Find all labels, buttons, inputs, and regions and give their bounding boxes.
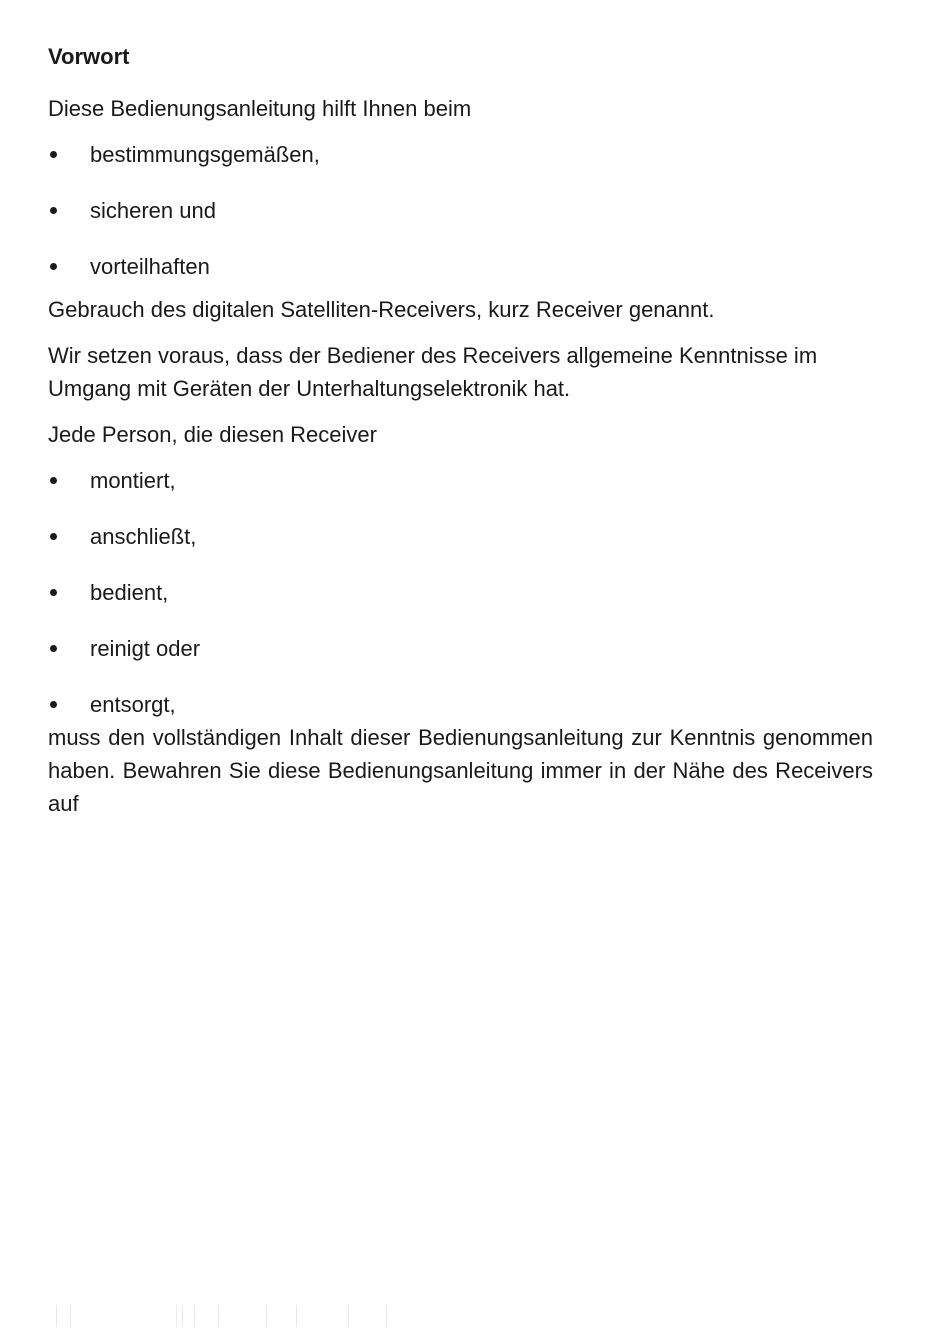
- list-item: [48, 688, 873, 721]
- list-item: [48, 464, 873, 497]
- bullet-icon: [50, 477, 57, 484]
- closing-paragraph: muss den vollständigen Inhalt dieser Bedienungsanleitung zur Kenntnis genommen haben. Bewahren Sie diese Bedienungsanleitung immer in der Nähe des Receivers auf: [48, 725, 873, 816]
- usage-paragraph: Gebrauch des digitalen Satelliten-Receivers, kurz Receiver genannt.: [48, 297, 715, 322]
- section-heading: Vorwort: [48, 44, 130, 69]
- activity-list: [48, 464, 873, 721]
- bullet-icon: [50, 701, 57, 708]
- footer-artifact: [48, 1305, 448, 1327]
- list-item-text: anschließt,: [90, 524, 197, 549]
- bullet-icon: [50, 151, 57, 158]
- list-item-text: montiert,: [90, 468, 176, 493]
- bullet-icon: [50, 589, 57, 596]
- list-item: [48, 138, 873, 171]
- person-paragraph: Jede Person, die diesen Receiver: [48, 422, 377, 447]
- list-item: [48, 576, 873, 609]
- usage-list: [48, 138, 873, 283]
- list-item-text: reinigt oder: [90, 636, 201, 661]
- bullet-icon: [50, 645, 57, 652]
- bullet-icon: [50, 207, 57, 214]
- list-item: [48, 632, 873, 665]
- bullet-icon: [50, 263, 57, 270]
- list-item-text: bedient,: [90, 580, 169, 605]
- list-item-text: sicheren und: [90, 198, 216, 223]
- intro-paragraph: Diese Bedienungsanleitung hilft Ihnen beim: [48, 96, 472, 121]
- prerequisite-paragraph: Wir setzen voraus, dass der Bediener des Receivers allgemeine Kenntnisse im Umgang mit Geräten der Unterhaltungselektronik hat.: [48, 343, 818, 401]
- list-item-text: entsorgt,: [90, 692, 176, 717]
- list-item-text: bestimmungsgemäßen,: [90, 142, 320, 167]
- list-item: [48, 520, 873, 553]
- bullet-icon: [50, 533, 57, 540]
- list-item-text: vorteilhaften: [90, 254, 210, 279]
- document-body: [48, 40, 873, 833]
- list-item: [48, 194, 873, 227]
- list-item: [48, 250, 873, 283]
